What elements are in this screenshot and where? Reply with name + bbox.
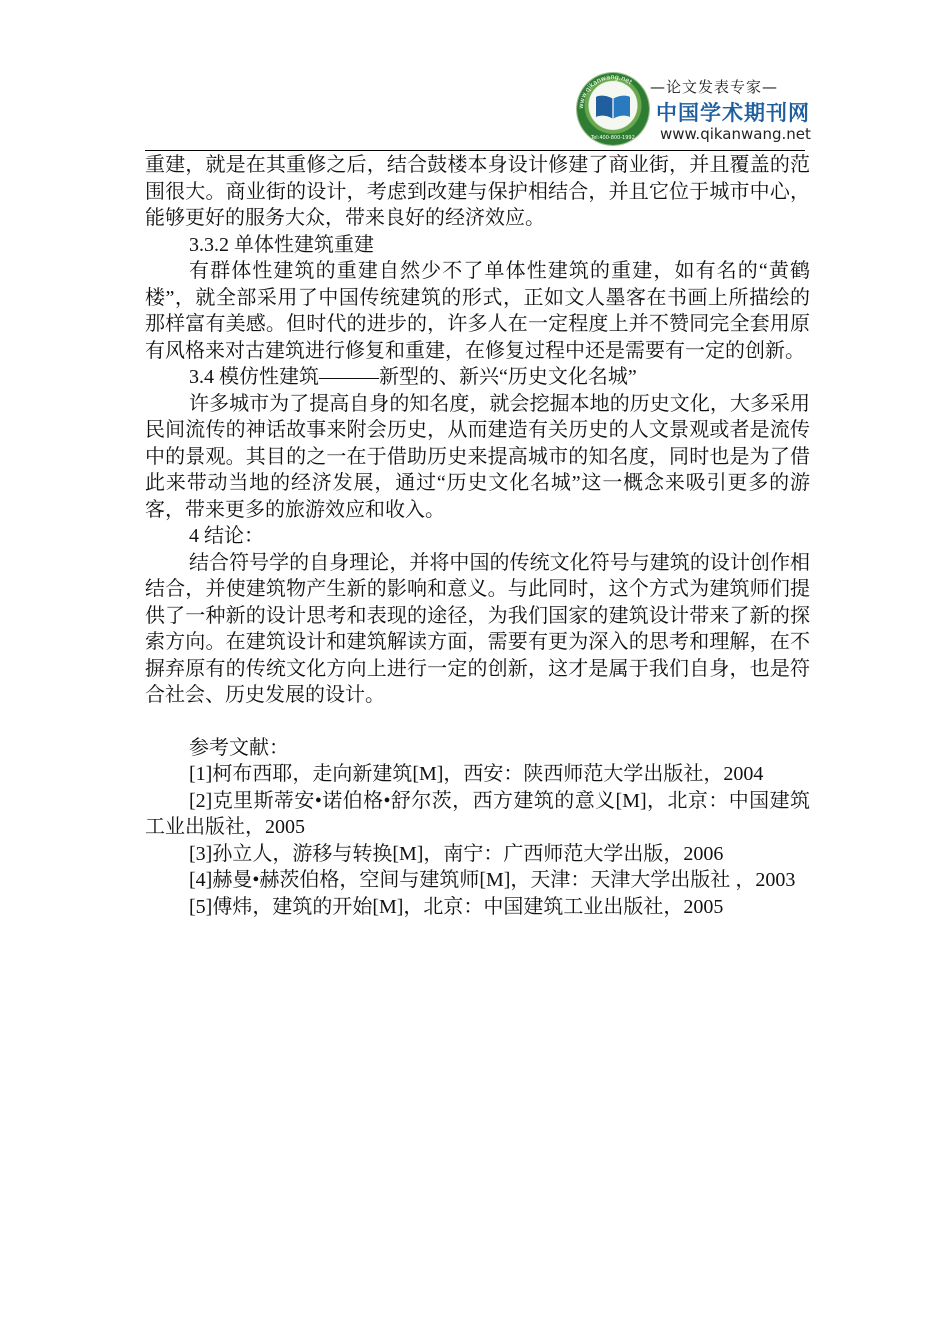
paragraph-rebuild-continued: 重建，就是在其重修之后，结合鼓楼本身设计修建了商业街，并且覆盖的范围很大。商业街的设计，考虑到改建与保护相结合，并且它位于城市中心，能够更好的服务大众，带来良好的经济效应。	[145, 154, 810, 229]
reference-item: [2]克里斯蒂安•诺伯格•舒尔茨，西方建筑的意义[M]，北京：中国建筑工业出版社，2005	[145, 789, 810, 838]
page-header	[0, 0, 950, 160]
logo-phone-label: Tel:400-800-1992	[591, 135, 635, 141]
header-tagline: —论文发表专家—	[650, 78, 779, 96]
paragraph-conclusion: 结合符号学的自身理论，并将中国的传统文化符号与建筑的设计创作相结合，并使建筑物产生新的影响和意义。与此同时，这个方式为建筑师们提供了一种新的设计思考和表现的途径，为我们国家的建筑设计带来了新的探索方向。在建筑设计和建筑解读方面，需要有更为深入的思考和理解，在不摒弃原有的传统文化方向上进行一定的创新，这才是属于我们自身，也是符合社会、历史发展的设计。	[145, 551, 810, 706]
open-book-icon	[594, 93, 632, 121]
section-heading-3-4: 3.4 模仿性建筑———新型的、新兴“历史文化名城”	[189, 366, 637, 388]
paragraph-single-building: 有群体性建筑的重建自然少不了单体性建筑的重建，如有名的“黄鹤楼”，就全部采用了中国传统建筑的形式，正如文人墨客在书画上所描绘的那样富有美感。但时代的进步的，许多人在一定程度上并不赞同完全套用原有风格来对古建筑进行修复和重建，在修复过程中还是需要有一定的创新。	[145, 260, 810, 362]
header-site-url: www.qikanwang.net	[660, 125, 811, 143]
section-heading-4: 4 结论：	[189, 525, 264, 547]
spacer	[145, 709, 810, 735]
section-heading-3-3-2: 3.3.2 单体性建筑重建	[189, 233, 374, 256]
header-brand: 中国学术期刊网	[656, 101, 810, 125]
header-divider	[145, 150, 805, 151]
paragraph-imitation: 许多城市为了提高自身的知名度，就会挖掘本地的历史文化，大多采用民间流传的神话故事来附会历史，从而建造有关历史的人文景观或者是流传中的景观。其目的之一在于借助历史来提高城市的知名度，同时也是为了借此来带动当地的经济发展，通过“历史文化名城”这一概念来吸引更多的游客，带来更多的旅游效应和收入。	[145, 392, 810, 521]
reference-item: [3]孙立人，游移与转换[M]，南宁：广西师范大学出版，2006	[189, 842, 724, 865]
references-title: 参考文献：	[189, 736, 289, 759]
reference-item: [5]傅炜，建筑的开始[M]，北京：中国建筑工业出版社，2005	[189, 895, 724, 918]
article-body	[145, 152, 810, 920]
logo-ring-label: www.qikanwang.net	[577, 73, 634, 110]
reference-item: [4]赫曼•赫茨伯格，空间与建筑师[M]，天津：天津大学出版社 ，2003	[189, 869, 796, 891]
reference-item: [1]柯布西耶，走向新建筑[M]，西安：陕西师范大学出版社，2004	[189, 763, 764, 785]
